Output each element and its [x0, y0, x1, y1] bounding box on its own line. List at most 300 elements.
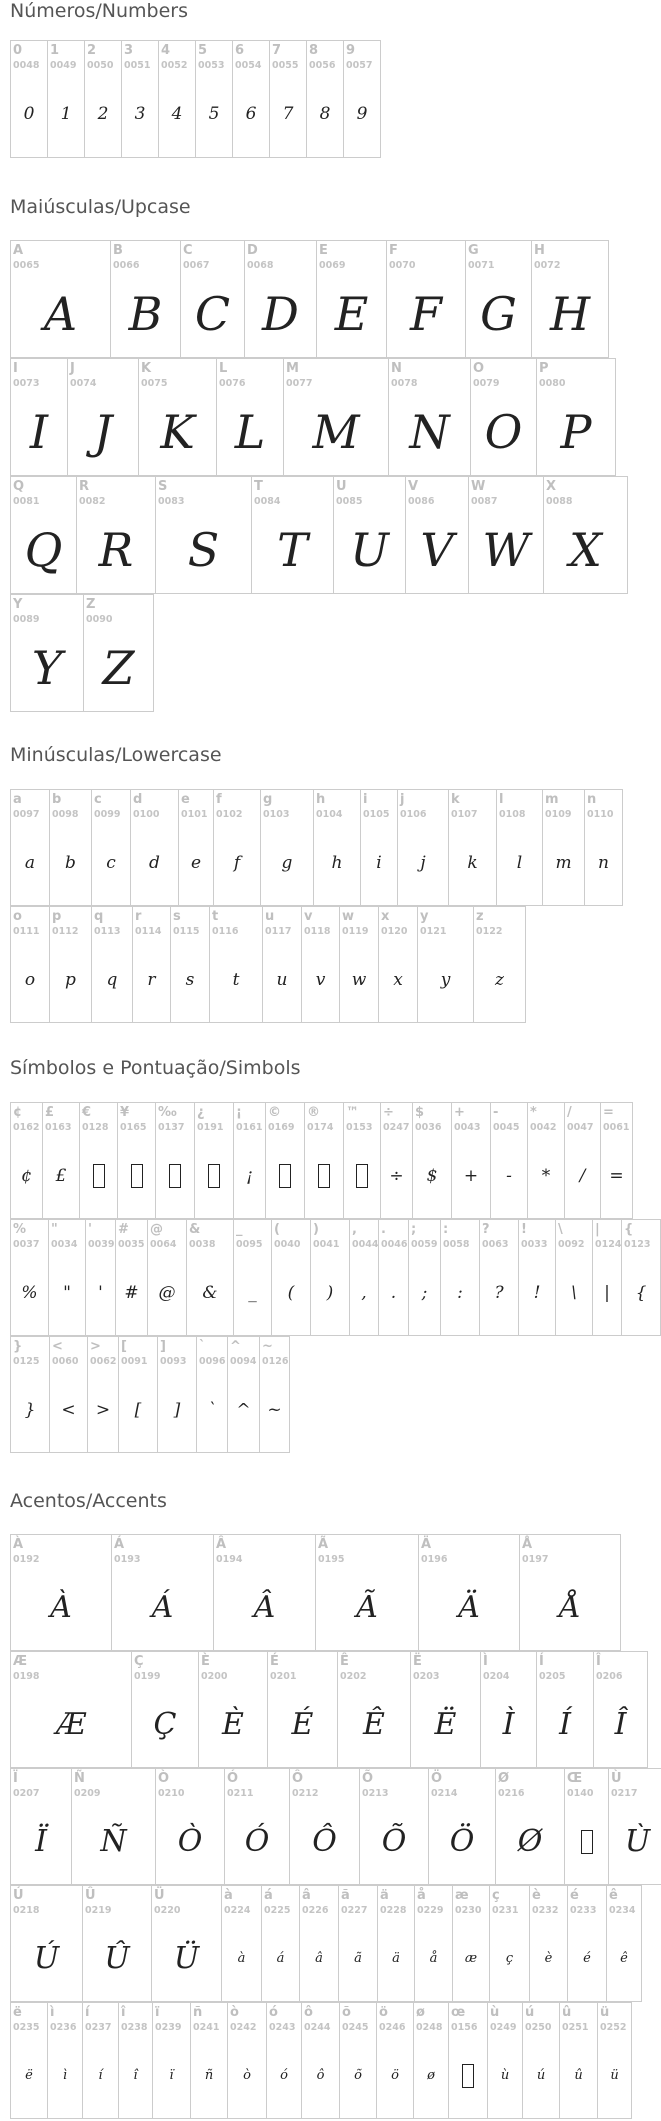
- glyph-code-label: 0102: [216, 809, 243, 820]
- glyph-code-label: 0054: [235, 60, 262, 71]
- glyph-cell: [597, 2002, 632, 2119]
- glyph-cell: [244, 240, 317, 358]
- missing-glyph-box: [131, 1164, 143, 1188]
- glyph-code-label: 0199: [134, 1671, 161, 1682]
- glyph-code-label: 0076: [219, 378, 246, 389]
- glyph-code-label: 0101: [181, 809, 208, 820]
- glyph-sample-text: }: [24, 1399, 36, 1420]
- glyph-sample-text: G: [480, 287, 517, 341]
- glyph-sample: [565, 1133, 600, 1218]
- glyph-sample: [418, 937, 473, 1022]
- glyph-character-label: ®: [307, 1105, 320, 1120]
- glyph-cell: [266, 2002, 302, 2119]
- glyph-code-label: 0219: [85, 1905, 112, 1916]
- glyph-code-label: 0162: [13, 1122, 40, 1133]
- glyph-code-label: 0220: [154, 1905, 181, 1916]
- glyph-sample: [414, 2033, 448, 2118]
- glyph-sample: [112, 1565, 213, 1650]
- glyph-sample: [153, 2033, 190, 2118]
- glyph-character-label: F: [389, 243, 398, 258]
- glyph-sample: [338, 1682, 410, 1767]
- glyph-cell: [480, 1651, 537, 1768]
- glyph-sample: [233, 71, 269, 157]
- glyph-cell: [410, 1651, 481, 1768]
- glyph-character-label: ù: [490, 2005, 500, 2020]
- glyph-character-label: [: [121, 1339, 127, 1354]
- glyph-sample-text: U: [350, 523, 389, 577]
- glyph-sample: [419, 1565, 519, 1650]
- glyph-character-label: \: [558, 1222, 563, 1237]
- glyph-cell: [147, 1219, 187, 1336]
- glyph-cell: [536, 1651, 594, 1768]
- glyph-sample-text: K: [160, 405, 195, 459]
- glyph-cell: [49, 1336, 88, 1453]
- glyph-code-label: 0204: [483, 1671, 510, 1682]
- glyph-sample-text: `: [207, 1399, 217, 1420]
- glyph-sample: [520, 1565, 620, 1650]
- glyph-cell: [49, 789, 92, 906]
- glyph-sample-text: 9: [356, 104, 368, 124]
- glyph-sample: [601, 1133, 632, 1218]
- glyph-sample-text: Å: [559, 1590, 581, 1625]
- glyph-code-label: 0203: [413, 1671, 440, 1682]
- glyph-code-label: 0224: [224, 1905, 251, 1916]
- glyph-cell: [155, 1768, 225, 1885]
- glyph-character-label: -: [493, 1105, 499, 1120]
- glyph-character-label: è: [532, 1888, 541, 1903]
- glyph-sample: [50, 937, 91, 1022]
- glyph-code-label: 0080: [539, 378, 566, 389]
- glyph-cell: [155, 1102, 195, 1219]
- glyph-sample: [214, 820, 260, 905]
- glyph-sample: [11, 1367, 49, 1452]
- glyph-character-label: Ê: [340, 1654, 349, 1669]
- glyph-code-label: 0053: [198, 60, 225, 71]
- glyph-sample: [302, 937, 339, 1022]
- glyph-character-label: ~: [262, 1339, 273, 1354]
- glyph-code-label: 0069: [319, 260, 346, 271]
- glyph-sample-text: å: [429, 1951, 438, 1966]
- glyph-cell: [111, 1534, 214, 1651]
- glyph-character-label: R: [79, 479, 90, 494]
- glyph-character-label: Ä: [421, 1537, 432, 1552]
- glyph-character-label: ò: [230, 2005, 239, 2020]
- glyph-sample: [261, 820, 313, 905]
- glyph-sample-text: í: [98, 2068, 103, 2083]
- glyph-sample-text: è: [544, 1951, 553, 1966]
- glyph-sample: [268, 1682, 337, 1767]
- glyph-sample-text: i: [376, 852, 382, 873]
- glyph-character-label: 0: [13, 43, 23, 58]
- glyph-code-label: 0074: [70, 378, 97, 389]
- glyph-character-label: Í: [539, 1654, 544, 1669]
- glyph-character-label: u: [265, 909, 275, 924]
- glyph-cell: [397, 789, 449, 906]
- glyph-cell: [131, 1651, 199, 1768]
- glyph-code-label: 0064: [150, 1239, 177, 1250]
- glyph-sample-text: p: [65, 969, 76, 990]
- glyph-cell: [91, 789, 131, 906]
- glyph-cell: [299, 1885, 339, 2002]
- glyph-character-label: 9: [346, 43, 356, 58]
- glyph-character-label: ë: [13, 2005, 22, 2020]
- glyph-character-label: :: [443, 1222, 449, 1237]
- glyph-cell: [440, 1219, 480, 1336]
- glyph-code-label: 0036: [415, 1122, 442, 1133]
- glyph-cell: [209, 906, 263, 1023]
- glyph-cell: [213, 789, 261, 906]
- glyph-cell: [306, 40, 344, 158]
- glyph-cell: [152, 2002, 191, 2119]
- glyph-character-label: È: [201, 1654, 210, 1669]
- glyph-code-label: 0056: [309, 60, 336, 71]
- glyph-cell: [543, 476, 628, 594]
- glyph-code-label: 0236: [50, 2022, 77, 2033]
- glyph-sample-text: ç: [505, 1951, 514, 1966]
- glyph-code-label: 0077: [286, 378, 313, 389]
- glyph-sample-text: ó: [280, 2068, 288, 2083]
- glyph-cell: [232, 40, 270, 158]
- glyph-code-label: 0247: [383, 1122, 410, 1133]
- glyph-cell: [170, 906, 210, 1023]
- glyph-cell: [301, 2002, 340, 2119]
- glyph-code-label: 0075: [141, 378, 168, 389]
- glyph-code-label: 0078: [391, 378, 418, 389]
- glyph-sample-text: b: [65, 852, 76, 873]
- glyph-sample-text: n: [598, 852, 609, 873]
- glyph-code-label: 0234: [609, 1905, 636, 1916]
- glyph-code-label: 0083: [158, 496, 185, 507]
- glyph-sample: [474, 937, 525, 1022]
- glyph-sample-text: >: [95, 1399, 111, 1420]
- glyph-code-label: 0242: [230, 2022, 257, 2033]
- glyph-sample: [49, 1250, 85, 1335]
- glyph-character-label: Ü: [154, 1888, 165, 1903]
- glyph-sample-text: Q: [24, 523, 63, 577]
- glyph-sample-text: ?: [494, 1282, 504, 1303]
- glyph-sample-text: /: [579, 1165, 586, 1186]
- glyph-cell: [10, 2002, 48, 2119]
- glyph-code-label: 0040: [274, 1239, 301, 1250]
- glyph-sample: [11, 1133, 42, 1218]
- glyph-cell: [10, 906, 50, 1023]
- glyph-sample: [83, 2033, 118, 2118]
- glyph-code-label: 0169: [268, 1122, 295, 1133]
- glyph-sample-text: C: [194, 287, 231, 341]
- glyph-sample: [68, 389, 138, 475]
- glyph-cell: [522, 2002, 560, 2119]
- glyph-cell: [338, 1885, 378, 2002]
- glyph-sample-text: õ: [354, 2068, 362, 2083]
- glyph-sample-text: ¢: [21, 1165, 32, 1186]
- glyph-code-label: 0073: [13, 378, 40, 389]
- glyph-sample: [387, 271, 465, 357]
- glyph-sample: [83, 1916, 151, 2001]
- glyph-cell: [316, 240, 387, 358]
- glyph-character-label: S: [158, 479, 168, 494]
- glyph-character-label: 6: [235, 43, 245, 58]
- glyph-sample: [453, 1916, 489, 2001]
- glyph-sample: [266, 1133, 304, 1218]
- glyph-cell: [377, 1885, 415, 2002]
- glyph-code-label: 0066: [113, 260, 140, 271]
- glyph-character-label: ö: [379, 2005, 388, 2020]
- glyph-character-label: ¢: [13, 1105, 23, 1120]
- glyph-code-label: 0106: [400, 809, 427, 820]
- glyph-cell: [621, 1219, 661, 1336]
- glyph-character-label: r: [135, 909, 142, 924]
- glyph-sample: [116, 1250, 147, 1335]
- glyph-code-label: 0114: [135, 926, 162, 937]
- glyph-sample: [50, 1367, 87, 1452]
- glyph-sample-text: â: [315, 1951, 323, 1966]
- glyph-sample-text: $: [426, 1165, 438, 1186]
- glyph-sample: [196, 71, 232, 157]
- glyph-character-label: G: [468, 243, 479, 258]
- glyph-sample-text: ~: [267, 1399, 282, 1420]
- glyph-character-label: Û: [85, 1888, 96, 1903]
- glyph-cell: [417, 906, 474, 1023]
- glyph-cell: [260, 789, 314, 906]
- glyph-code-label: 0108: [499, 809, 526, 820]
- glyph-code-label: 0206: [596, 1671, 623, 1682]
- glyph-row: [10, 789, 622, 906]
- glyph-sample-text: f: [233, 852, 241, 873]
- glyph-character-label: ™: [346, 1105, 359, 1120]
- glyph-sample: [210, 937, 262, 1022]
- glyph-cell: [118, 1336, 158, 1453]
- glyph-sample-text: ': [98, 1282, 103, 1303]
- glyph-sample: [195, 1133, 233, 1218]
- glyph-code-label: 0081: [13, 496, 40, 507]
- glyph-cell: [233, 1102, 266, 1219]
- glyph-sample-text: Ù: [624, 1824, 651, 1859]
- glyph-cell: [158, 40, 196, 158]
- glyph-sample-text: ^: [236, 1399, 251, 1420]
- glyph-sample-text: Â: [253, 1590, 276, 1625]
- glyph-character-label: ñ: [193, 2005, 203, 2020]
- glyph-row: [10, 1885, 641, 2002]
- glyph-character-label: +: [454, 1105, 465, 1120]
- glyph-character-label: N: [391, 361, 402, 376]
- glyph-sample-text: q: [106, 969, 118, 990]
- glyph-sample-text: :: [457, 1282, 463, 1303]
- glyph-character-label: .: [381, 1222, 386, 1237]
- glyph-code-label: 0232: [532, 1905, 559, 1916]
- glyph-sample-text: 4: [171, 104, 183, 124]
- glyph-code-label: 0174: [307, 1122, 334, 1133]
- glyph-sample-text: h: [331, 852, 343, 873]
- glyph-sample-text: î: [133, 2068, 138, 2083]
- glyph-character-label: &: [189, 1222, 201, 1237]
- glyph-sample-text: N: [409, 405, 450, 459]
- glyph-sample-text: Y: [31, 641, 63, 695]
- glyph-character-label: Q: [13, 479, 25, 494]
- glyph-sample: [389, 389, 470, 475]
- glyph-cell: [479, 1219, 519, 1336]
- glyph-sample-text: À: [50, 1590, 72, 1625]
- missing-glyph-box: [208, 1164, 220, 1188]
- glyph-code-label: 0038: [189, 1239, 216, 1250]
- glyph-cell: [315, 1534, 419, 1651]
- glyph-cell: [304, 1102, 344, 1219]
- glyph-sample-text: W: [482, 523, 530, 577]
- glyph-sample: [119, 1367, 157, 1452]
- glyph-sample-text: ]: [173, 1399, 181, 1420]
- glyph-cell: [47, 2002, 83, 2119]
- glyph-sample-text: J: [93, 405, 113, 459]
- glyph-sample: [360, 1799, 428, 1884]
- glyph-sample: [234, 1250, 271, 1335]
- glyph-sample-text: o: [24, 969, 36, 990]
- glyph-character-label: }: [13, 1339, 23, 1354]
- glyph-cell: [251, 476, 334, 594]
- glyph-sample: [471, 389, 536, 475]
- glyph-sample: [84, 625, 153, 711]
- glyph-code-label: 0113: [94, 926, 121, 937]
- glyph-sample-text: Ø: [517, 1824, 543, 1859]
- glyph-sample: [156, 507, 251, 593]
- glyph-code-label: 0244: [304, 2022, 331, 2033]
- glyph-character-label: M: [286, 361, 299, 376]
- glyph-cell: [67, 358, 139, 476]
- glyph-code-label: 0197: [522, 1554, 549, 1565]
- glyph-cell: [110, 240, 181, 358]
- section-heading-numbers: Números/Numbers: [10, 0, 188, 22]
- glyph-character-label: H: [534, 243, 545, 258]
- glyph-cell: [213, 1534, 316, 1651]
- glyph-cell: [414, 1885, 453, 2002]
- glyph-character-label: î: [121, 2005, 126, 2020]
- glyph-sample-text: <: [61, 1399, 76, 1420]
- glyph-character-label: m: [545, 792, 559, 807]
- glyph-code-label: 0239: [155, 2022, 182, 2033]
- glyph-character-label: Õ: [362, 1771, 374, 1786]
- glyph-sample: [228, 1367, 259, 1452]
- missing-glyph-box: [169, 1164, 181, 1188]
- glyph-sample: [272, 1250, 310, 1335]
- glyph-code-label: 0100: [133, 809, 160, 820]
- glyph-sample: [316, 1565, 418, 1650]
- glyph-code-label: 0226: [302, 1905, 329, 1916]
- glyph-sample: [530, 1916, 567, 2001]
- glyph-character-label: í: [85, 2005, 90, 2020]
- glyph-cell: [267, 1651, 338, 1768]
- glyph-code-label: 0125: [13, 1356, 40, 1367]
- glyph-sample: [156, 1799, 224, 1884]
- glyph-sample-text: £: [55, 1165, 67, 1186]
- glyph-sample-text: B: [128, 287, 163, 341]
- glyph-code-label: 0088: [546, 496, 573, 507]
- glyph-sample: [152, 1916, 221, 2001]
- glyph-sample: [11, 271, 110, 357]
- glyph-code-label: 0117: [265, 926, 292, 937]
- glyph-cell: [489, 1885, 530, 2002]
- glyph-character-label: Ç: [134, 1654, 144, 1669]
- glyph-code-label: 0156: [451, 2022, 478, 2033]
- glyph-cell: [178, 789, 214, 906]
- glyph-sample: [532, 271, 608, 357]
- glyph-row: [10, 1651, 647, 1768]
- glyph-sample-text: 1: [60, 104, 72, 124]
- glyph-character-label: Ú: [13, 1888, 24, 1903]
- glyph-sample: [607, 1916, 641, 2001]
- glyph-sample-text: à: [237, 1951, 246, 1966]
- missing-glyph-box: [356, 1164, 368, 1188]
- glyph-character-label: â: [302, 1888, 311, 1903]
- glyph-code-label: 0094: [230, 1356, 257, 1367]
- glyph-cell: [190, 2002, 228, 2119]
- glyph-cell: [408, 1219, 441, 1336]
- glyph-sample: [11, 625, 83, 711]
- glyph-sample-text: M: [312, 405, 360, 459]
- glyph-character-label: O: [473, 361, 485, 376]
- glyph-sample: [466, 271, 531, 357]
- glyph-sample: [469, 507, 543, 593]
- glyph-cell: [388, 358, 471, 476]
- glyph-code-label: 0095: [236, 1239, 263, 1250]
- glyph-code-label: 0049: [50, 60, 77, 71]
- glyph-sample: [158, 1367, 196, 1452]
- glyph-sample: [11, 1682, 131, 1767]
- glyph-code-label: 0051: [124, 60, 151, 71]
- glyph-code-label: 0161: [236, 1122, 263, 1133]
- glyph-cell: [91, 906, 133, 1023]
- glyph-code-label: 0218: [13, 1905, 40, 1916]
- glyph-character-label: ã: [341, 1888, 350, 1903]
- glyph-character-label: ': [88, 1222, 92, 1237]
- glyph-sample-text: X: [569, 523, 602, 577]
- glyph-row: [10, 358, 615, 476]
- glyph-sample-text: z: [495, 969, 504, 990]
- glyph-code-label: 0041: [313, 1239, 340, 1250]
- glyph-sample: [537, 1682, 593, 1767]
- glyph-character-label: £: [45, 1105, 55, 1120]
- glyph-sample: [179, 820, 213, 905]
- glyph-cell: [10, 1102, 43, 1219]
- glyph-code-label: 0046: [381, 1239, 408, 1250]
- glyph-sample: [598, 2033, 631, 2118]
- glyph-cell: [10, 1651, 132, 1768]
- glyph-cell: [487, 2002, 523, 2119]
- glyph-character-label: @: [150, 1222, 163, 1237]
- glyph-sample: [377, 2033, 413, 2118]
- glyph-sample-text: ô: [316, 2068, 325, 2083]
- glyph-code-label: 0119: [342, 926, 369, 937]
- section-heading-accents: Acentos/Accents: [10, 1490, 167, 1512]
- glyph-sample: [187, 1250, 233, 1335]
- glyph-sample-text: ú: [536, 2068, 546, 2083]
- glyph-code-label: 0115: [173, 926, 200, 937]
- glyph-sample: [480, 1250, 518, 1335]
- glyph-sample-text: l: [516, 852, 523, 873]
- glyph-cell: [378, 1219, 409, 1336]
- glyph-cell: [118, 2002, 153, 2119]
- glyph-character-label: C: [183, 243, 193, 258]
- missing-glyph-box: [581, 1830, 593, 1854]
- glyph-sample-text: -: [506, 1165, 512, 1186]
- glyph-code-label: 0092: [558, 1239, 585, 1250]
- glyph-sample: [11, 1250, 48, 1335]
- glyph-code-label: 0137: [158, 1122, 185, 1133]
- glyph-character-label: w: [342, 909, 355, 924]
- glyph-sample-text: R: [98, 523, 134, 577]
- glyph-sample: [92, 820, 130, 905]
- glyph-character-label: ;: [411, 1222, 417, 1237]
- glyph-code-label: 0212: [292, 1788, 319, 1799]
- glyph-cell: [227, 2002, 267, 2119]
- glyph-cell: [47, 40, 85, 158]
